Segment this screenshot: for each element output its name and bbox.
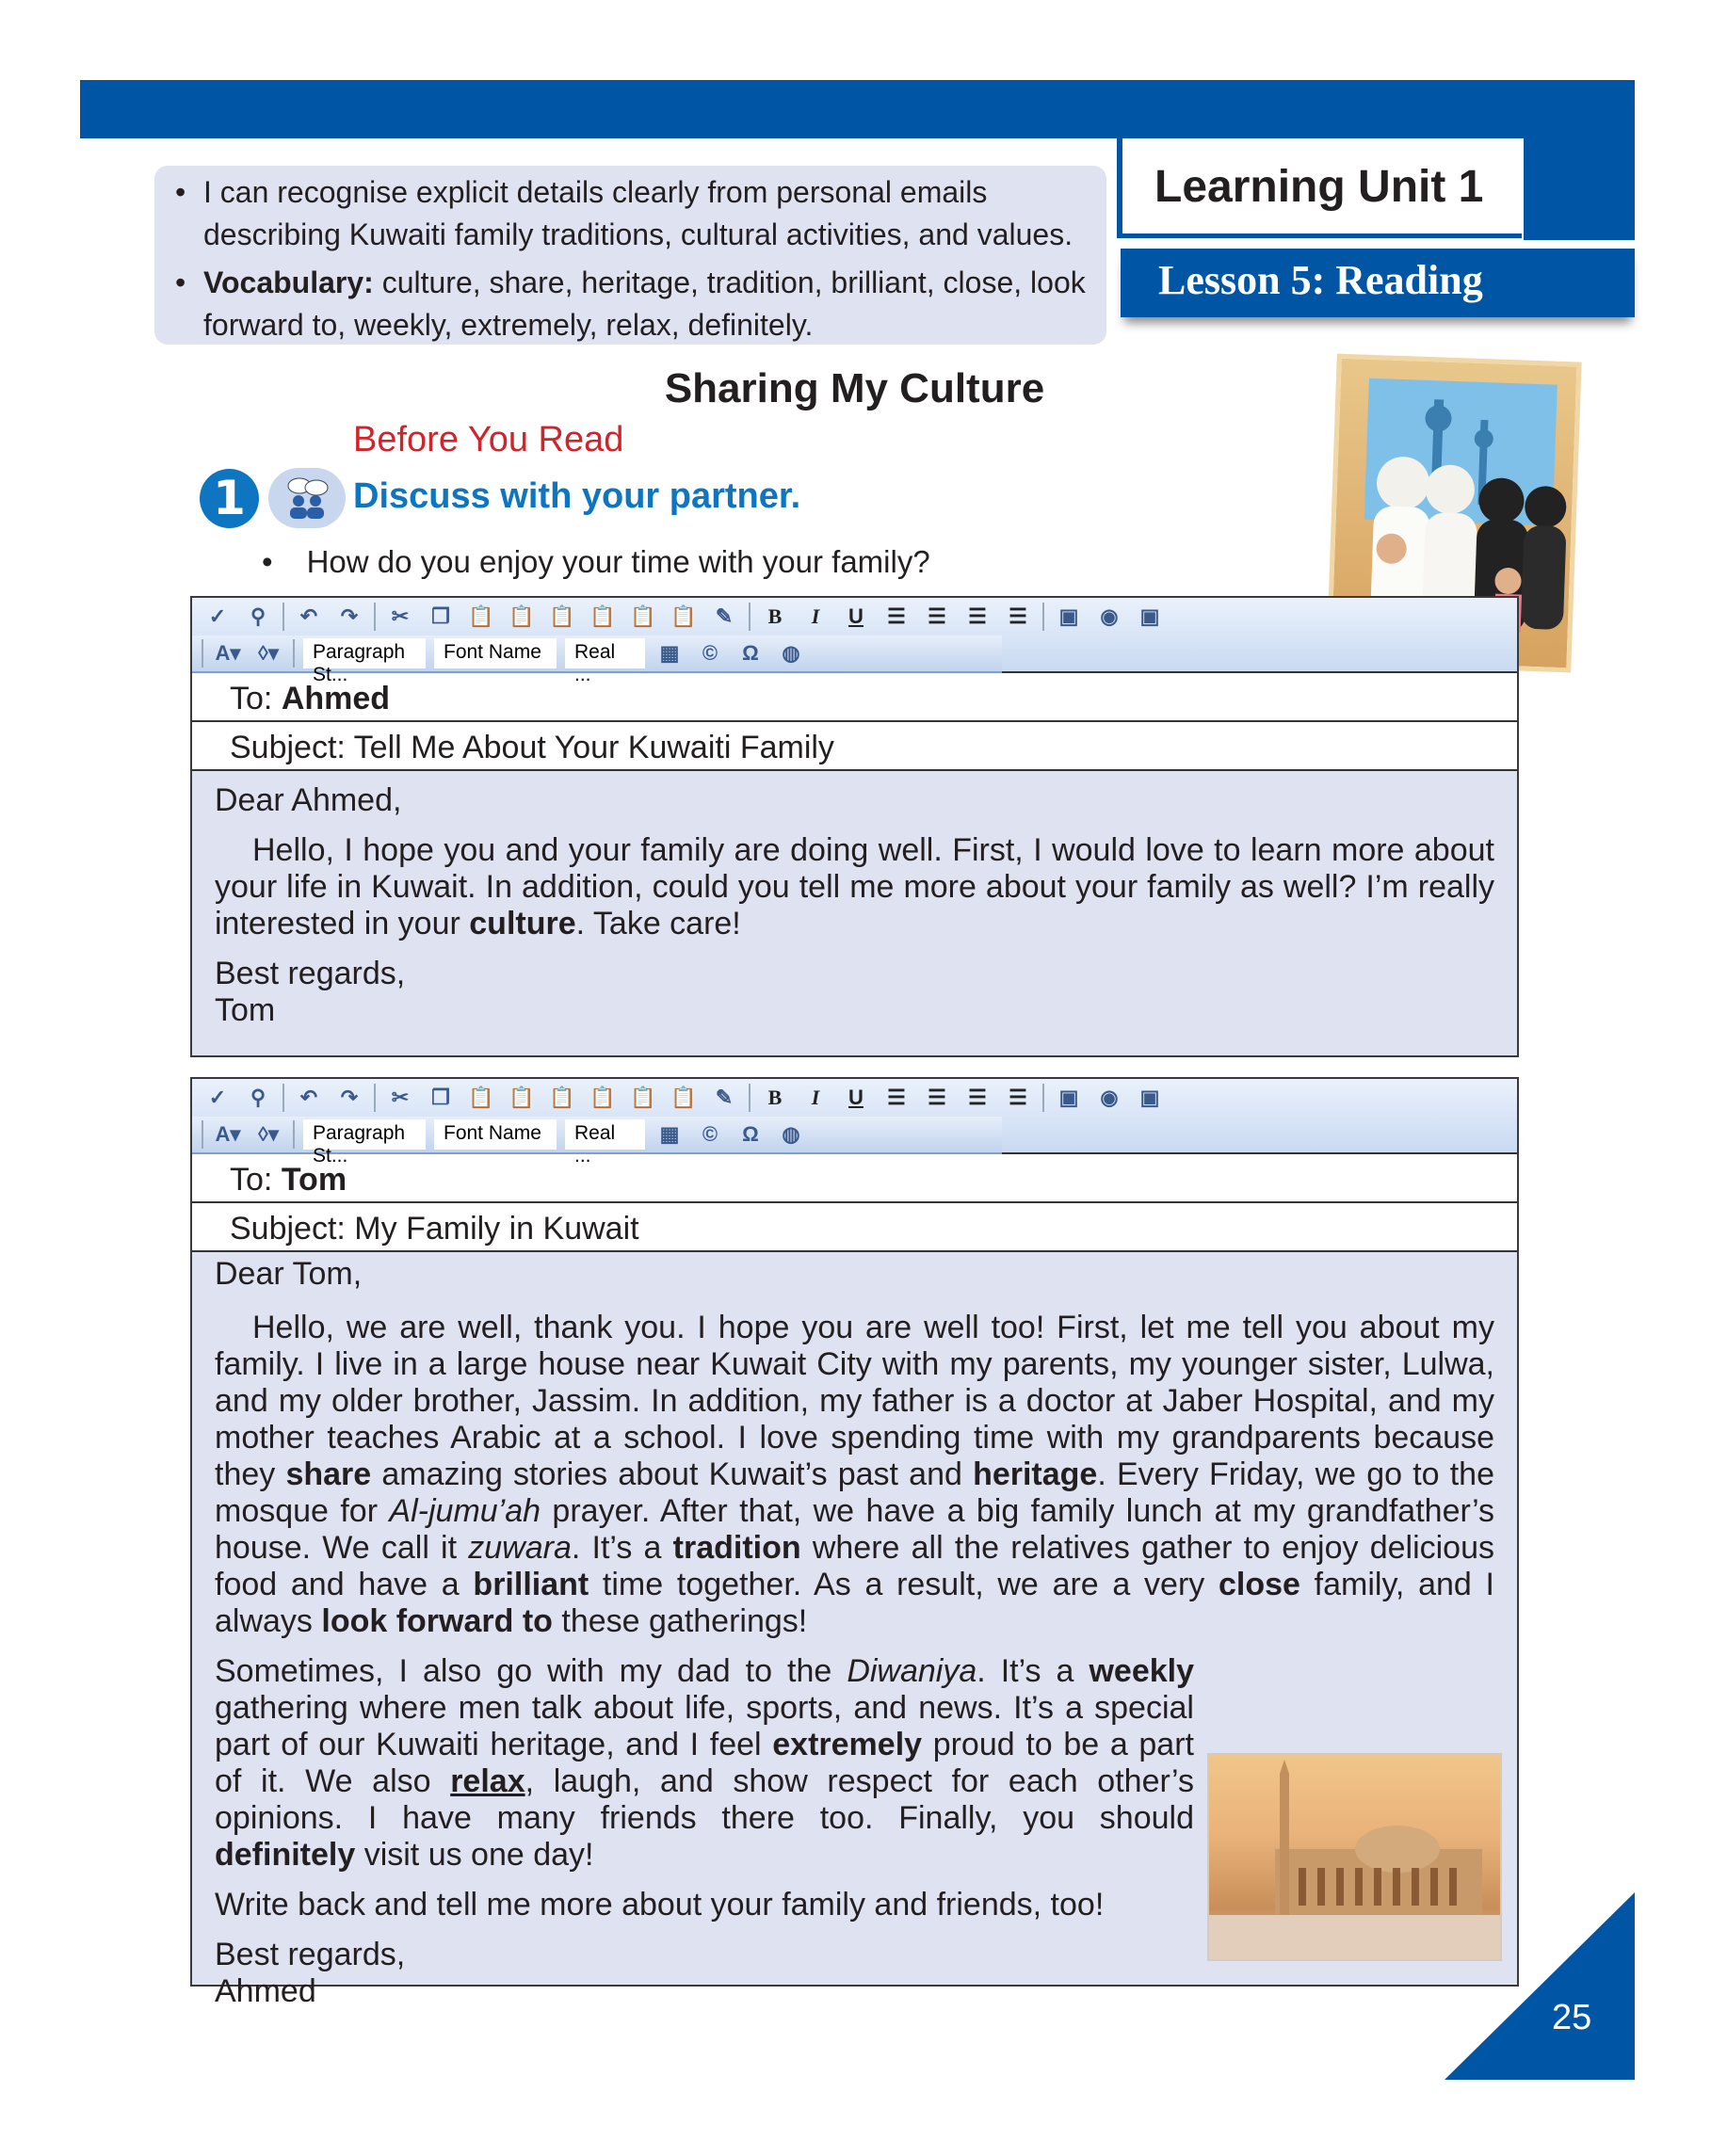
highlight-icon[interactable]: ◊▾ — [258, 1122, 279, 1146]
term: zuwara — [468, 1530, 572, 1566]
editor-toolbar — [192, 598, 1517, 685]
bold-icon[interactable]: B — [767, 604, 783, 628]
paragraph: Write back and tell me more about your family and friends, too! — [215, 1887, 1105, 1923]
copy-icon[interactable]: ❐ — [431, 1086, 450, 1109]
clear-format-icon[interactable]: ✎ — [715, 604, 734, 628]
clear-format-icon[interactable]: ✎ — [715, 1086, 734, 1109]
to-field[interactable] — [192, 673, 1517, 722]
paragraph — [215, 1310, 1494, 1640]
sign-off: Best regards, Ahmed — [215, 1937, 406, 2009]
font-color-icon[interactable]: A▾ — [215, 641, 241, 665]
paste-text-icon[interactable]: 📋 — [508, 604, 535, 628]
text: gathering where men talk about life, sports, and news. It’s a special part of our Kuwaiti heritage, and I feel — [215, 1690, 1194, 1762]
text: Sometimes, I also go with my dad to the — [215, 1653, 847, 1689]
insert-image-icon[interactable]: ▣ — [1058, 604, 1079, 628]
top-banner — [80, 80, 1635, 138]
font-size-select[interactable]: Real ... — [565, 638, 645, 668]
objective-item: • I can recognise explicit details clearly from personal emails describing Kuwaiti family traditions, cultural activities, and values. — [164, 171, 1088, 256]
lesson-title: Lesson 5: Reading — [1121, 249, 1635, 317]
spellcheck-icon[interactable]: ✓ — [208, 604, 227, 628]
bullet: • — [262, 544, 273, 579]
vocab-word: weekly — [1089, 1653, 1194, 1689]
toolbar-row-2 — [192, 636, 1002, 685]
flash-icon[interactable]: ◉ — [1100, 604, 1119, 628]
activity-instruction: Discuss with your partner. — [353, 476, 801, 516]
to-label: To: — [230, 1162, 273, 1198]
unit-banner-bg — [1524, 138, 1635, 240]
font-color-icon[interactable]: A▾ — [215, 1122, 241, 1146]
redo-icon[interactable]: ↷ — [340, 604, 359, 628]
vocab-list: culture, share, heritage, tradition, brilliant, close, look forward to, weekly, extremely, relax, definitely. — [203, 265, 1086, 342]
text: time together. As a result, we are a very — [589, 1567, 1219, 1602]
term: Al-jumu’ah — [389, 1493, 541, 1529]
italic-icon[interactable]: I — [811, 604, 820, 628]
align-left-icon[interactable]: ☰ — [968, 1086, 987, 1109]
email-body[interactable] — [192, 771, 1517, 1029]
undo-icon[interactable]: ↶ — [299, 1086, 318, 1109]
media-icon[interactable]: ◍ — [782, 1122, 800, 1146]
image-map-icon[interactable]: ▣ — [1139, 604, 1160, 628]
vocab-word: extremely — [772, 1727, 923, 1762]
font-size-select[interactable]: Real ... — [565, 1119, 645, 1150]
text: visit us one day! — [355, 1837, 594, 1873]
to-field[interactable] — [192, 1154, 1517, 1203]
vocab-word: tradition — [672, 1530, 801, 1566]
text: , laugh, and show respect for each other’s opinions. I have many friends there too. Finally, you should — [215, 1763, 1194, 1836]
activity-number: 1 — [200, 469, 259, 528]
insert-table-icon[interactable]: ▦ — [659, 641, 680, 665]
copy-icon[interactable]: ❐ — [431, 604, 450, 628]
paste-text-icon[interactable]: 📋 — [508, 1086, 535, 1109]
justify-icon[interactable]: ☰ — [928, 604, 946, 628]
font-name-select[interactable]: Font Name — [434, 638, 557, 668]
text: proud to be a part of it. We also — [215, 1727, 1194, 1799]
text: where all the relatives gather to enjoy delicious food and have a — [215, 1530, 1494, 1602]
cut-icon[interactable]: ✂ — [391, 604, 410, 628]
to-label: To: — [230, 681, 273, 716]
symbol-copyright-icon[interactable]: © — [702, 1122, 718, 1146]
paragraph-style-select[interactable]: Paragraph St... — [303, 1119, 426, 1150]
font-name-select[interactable]: Font Name — [434, 1119, 557, 1150]
vocab-word: definitely — [215, 1837, 356, 1873]
recipient: Ahmed — [281, 681, 391, 716]
symbol-copyright-icon[interactable]: © — [702, 641, 718, 665]
section-heading: Before You Read — [353, 420, 624, 459]
paste-html-icon[interactable]: 📋 — [630, 604, 656, 628]
paste-icon[interactable]: 📋 — [468, 1086, 494, 1109]
text: . It’s a — [977, 1653, 1090, 1689]
page-title: Sharing My Culture — [664, 365, 1045, 411]
bold-icon[interactable]: B — [767, 1086, 783, 1109]
editor-toolbar — [192, 1079, 1517, 1166]
italic-icon[interactable]: I — [811, 1086, 820, 1109]
paragraph: Hello, I hope you and your family are doing well. First, I would love to learn more about your life in Kuwait. In addition, could you tell me more about your family as well? I’m really interested in your culture. Take care! — [215, 832, 1494, 941]
vocab-word: brilliant — [473, 1567, 589, 1602]
vocab-word: heritage — [973, 1456, 1098, 1492]
paste-icon[interactable]: 📋 — [468, 604, 494, 628]
subject-field[interactable]: Subject: My Family in Kuwait — [192, 1203, 1517, 1252]
paste-html-icon[interactable]: 📋 — [630, 1086, 656, 1109]
greeting: Dear Ahmed, — [215, 782, 402, 818]
toolbar-row-1 — [192, 598, 1517, 636]
paragraph-style-select[interactable]: Paragraph St... — [303, 638, 426, 668]
align-right-icon[interactable]: ☰ — [1009, 604, 1027, 628]
vocabulary-item — [164, 262, 1088, 346]
find-icon[interactable]: ⚲ — [250, 1086, 266, 1109]
cut-icon[interactable]: ✂ — [391, 1086, 410, 1109]
paste-list-icon[interactable]: 📋 — [589, 1086, 616, 1109]
vocab-word: look forward to — [321, 1603, 553, 1639]
paste-special-icon[interactable]: 📋 — [670, 1086, 697, 1109]
spellcheck-icon[interactable]: ✓ — [208, 1086, 227, 1109]
subject-field[interactable]: Subject: Tell Me About Your Kuwaiti Family — [192, 722, 1517, 771]
text: amazing stories about Kuwait’s past and — [371, 1456, 974, 1492]
paste-list-icon[interactable]: 📋 — [589, 604, 616, 628]
align-left-icon[interactable]: ☰ — [968, 604, 987, 628]
text: these gatherings! — [552, 1603, 808, 1639]
vocab-word: share — [285, 1456, 372, 1492]
paste-word-icon[interactable]: 📋 — [549, 604, 575, 628]
media-icon[interactable]: ◍ — [782, 641, 800, 665]
redo-icon[interactable]: ↷ — [340, 1086, 359, 1109]
page-number: 25 — [1552, 1998, 1592, 2037]
sign-off: Best regards, Tom — [215, 956, 406, 1028]
text: . It’s a — [571, 1530, 673, 1566]
paragraph — [215, 1653, 1194, 1874]
special-char-icon[interactable]: Ω — [742, 641, 759, 665]
justify-icon[interactable]: ☰ — [928, 1086, 946, 1109]
greeting: Dear Tom, — [215, 1256, 363, 1292]
text: Hello, we are well, thank you. I hope you are well too! First, let me tell you about my family. I live in a large house near Kuwait City with my parents, my younger sister, Lulwa, and my older brother, Jassim. In addition, my father is a doctor at Jaber Hospital, and my mother teaches Arabic at a school. I love spending time with my grandparents because they — [215, 1310, 1494, 1492]
align-right-icon[interactable]: ☰ — [1009, 1086, 1027, 1109]
learning-unit-title: Learning Unit 1 — [1117, 138, 1522, 238]
vocab-word: close — [1219, 1567, 1300, 1602]
align-center-icon[interactable]: ☰ — [887, 604, 906, 628]
discussion-question — [262, 544, 930, 580]
highlight-icon[interactable]: ◊▾ — [258, 641, 279, 665]
pair-discussion-icon — [268, 468, 346, 528]
vocab-label: Vocabulary: — [203, 265, 374, 299]
undo-icon[interactable]: ↶ — [299, 604, 318, 628]
paste-word-icon[interactable]: 📋 — [549, 1086, 575, 1109]
text: . Every Friday, we go to the mosque for — [215, 1456, 1494, 1529]
objectives-box — [154, 166, 1106, 345]
image-map-icon[interactable]: ▣ — [1139, 1086, 1160, 1109]
vocab-word: relax — [450, 1763, 525, 1799]
flash-icon[interactable]: ◉ — [1100, 1086, 1119, 1109]
toolbar-row-2 — [192, 1117, 1002, 1166]
page-corner — [1445, 1892, 1635, 2080]
text: prayer. After that, we have a big family lunch at my grandfather’s house. We call it — [215, 1493, 1495, 1566]
text: family, and I always — [215, 1567, 1494, 1639]
recipient: Tom — [281, 1162, 347, 1198]
special-char-icon[interactable]: Ω — [742, 1122, 759, 1146]
underline-icon[interactable]: U — [848, 604, 864, 628]
align-center-icon[interactable]: ☰ — [887, 1086, 906, 1109]
question-text: How do you enjoy your time with your family? — [306, 544, 930, 579]
find-icon[interactable]: ⚲ — [250, 604, 266, 628]
email-composer-1 — [190, 596, 1519, 1057]
insert-table-icon[interactable]: ▦ — [659, 1122, 680, 1146]
insert-image-icon[interactable]: ▣ — [1058, 1086, 1079, 1109]
toolbar-row-1 — [192, 1079, 1517, 1117]
paste-special-icon[interactable]: 📋 — [670, 604, 697, 628]
term: Diwaniya — [847, 1653, 977, 1689]
underline-icon[interactable]: U — [848, 1086, 864, 1109]
